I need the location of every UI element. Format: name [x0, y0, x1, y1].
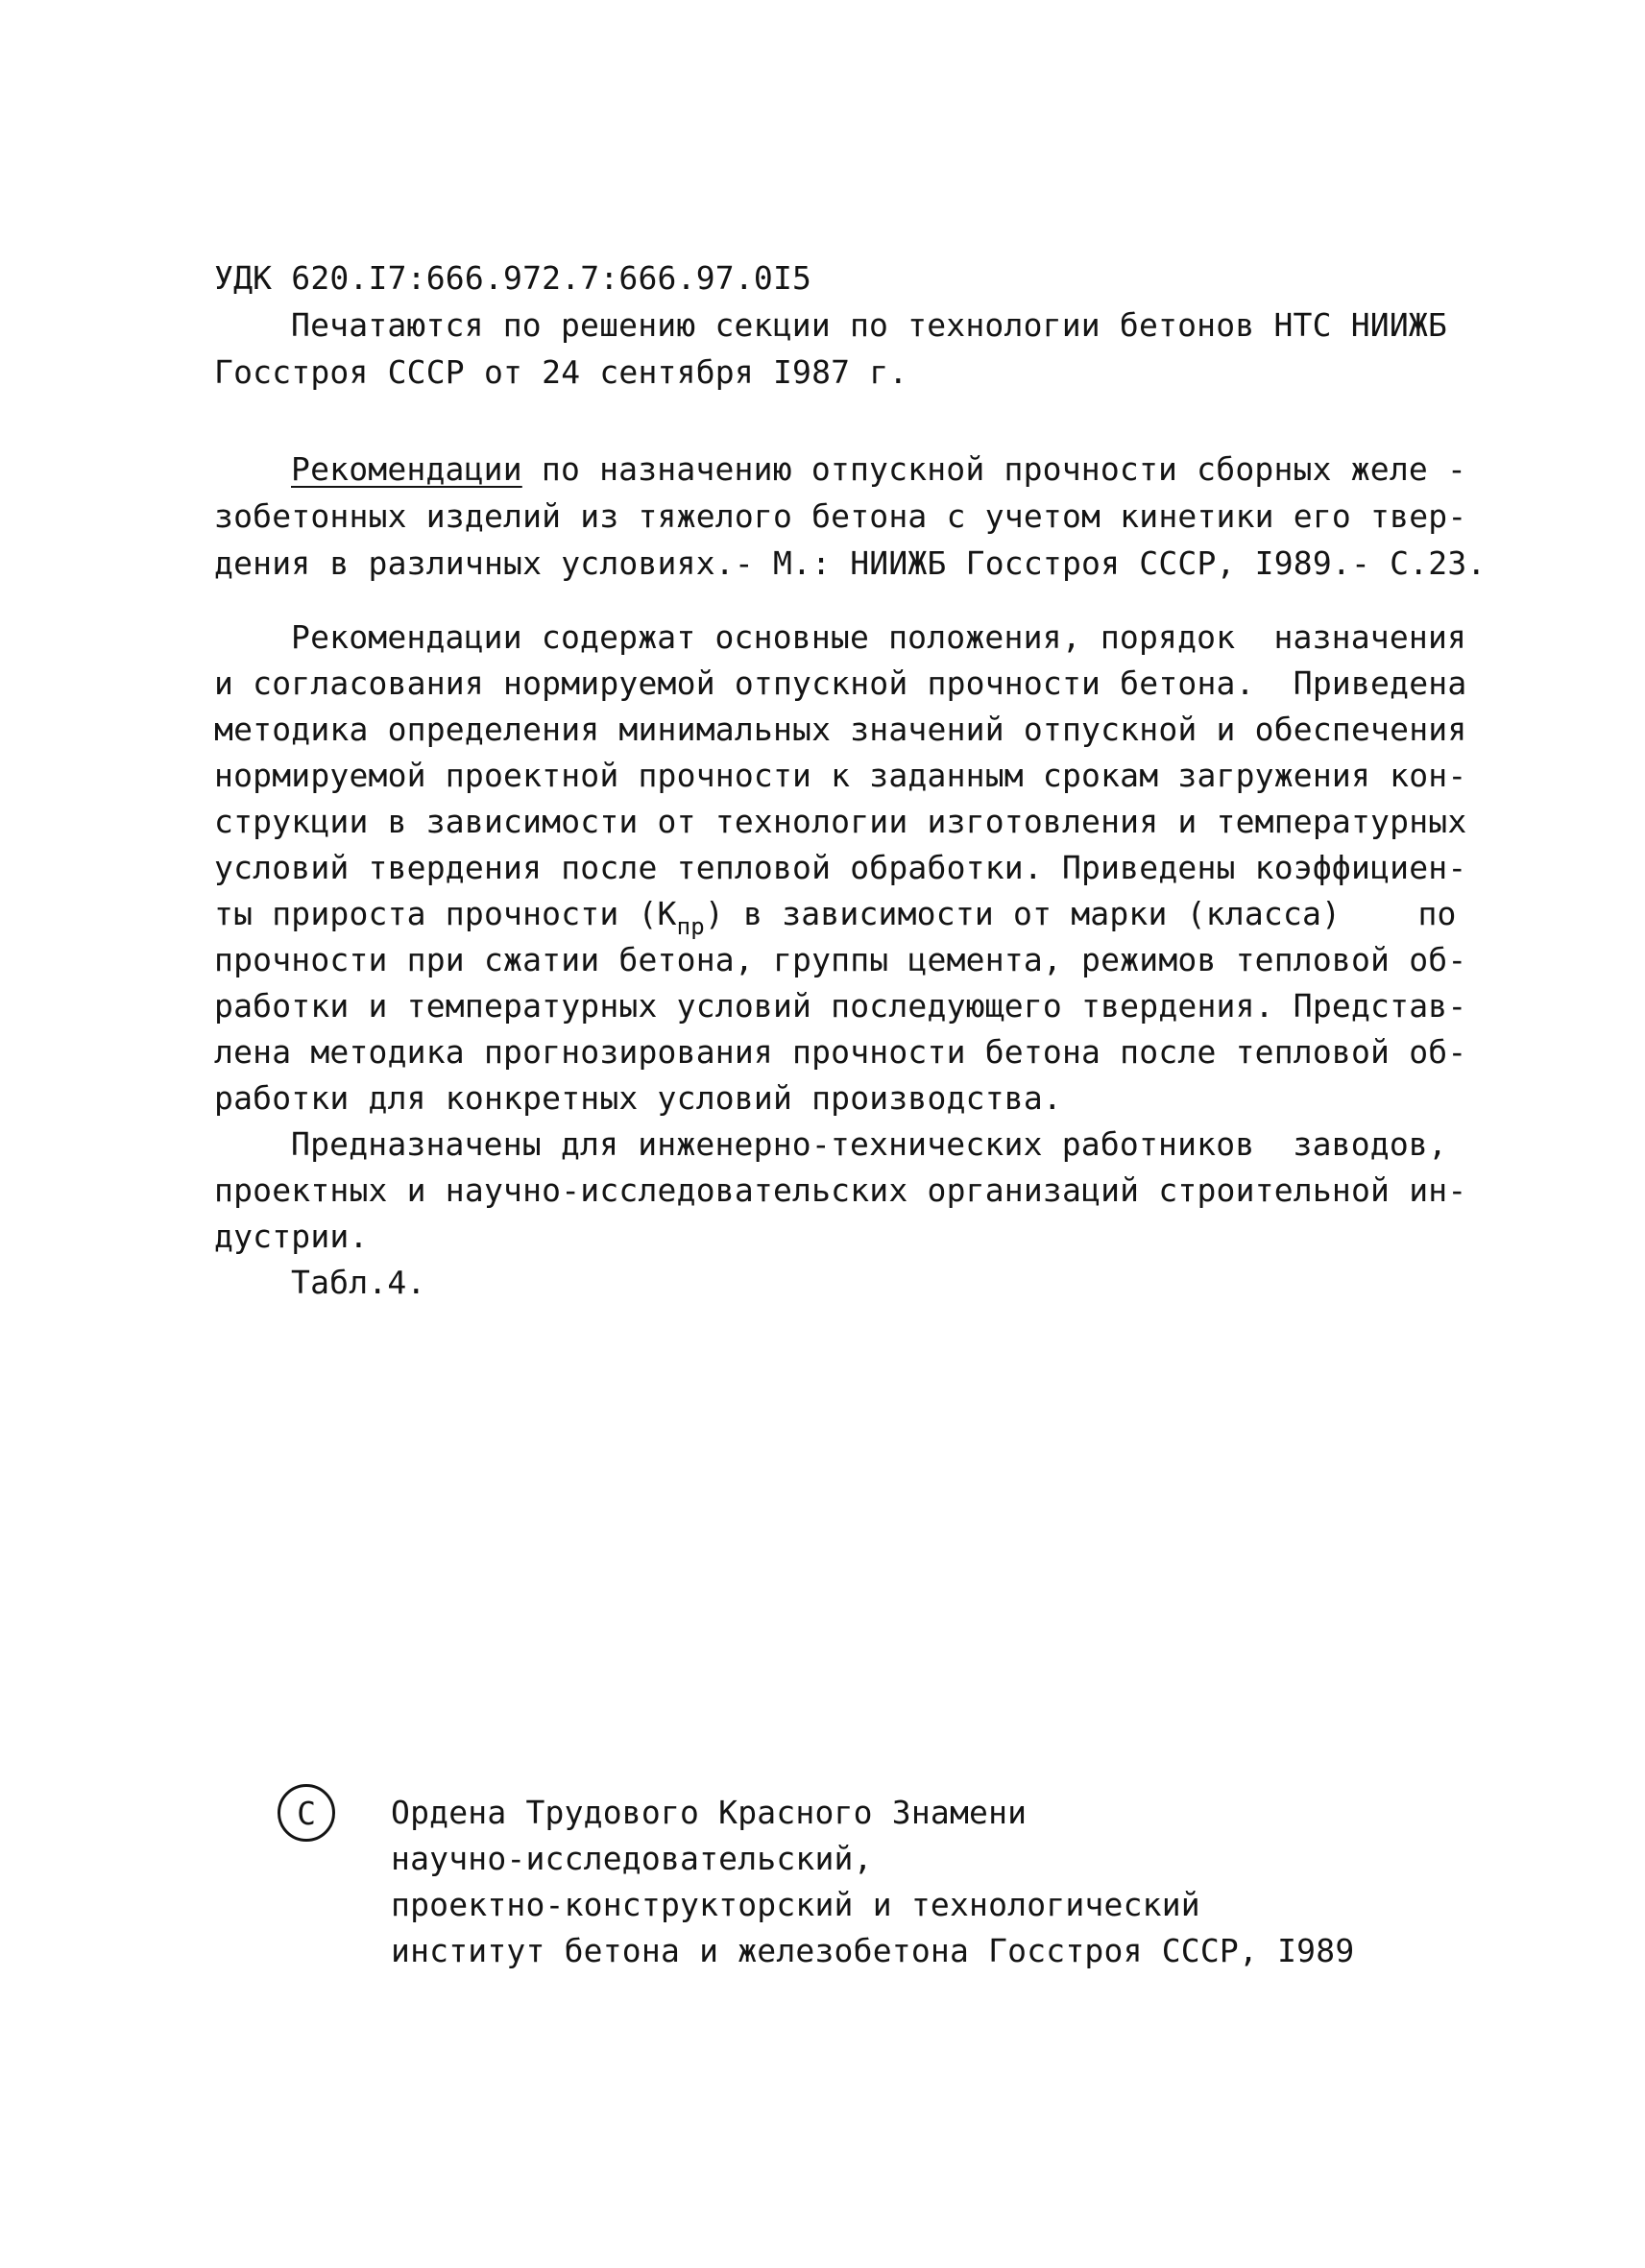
- abstract-line-3: методика определения минимальных значений отпускной и обеспечения: [214, 711, 1467, 748]
- copyright-line-2: научно-исследовательский,: [391, 1840, 873, 1877]
- abstract-line-coefficient: [214, 891, 1457, 940]
- copyright-line-3: проектно-конструкторский и технологический: [391, 1886, 1200, 1923]
- approval-line-1: Печатаются по решению секции по технологии бетонов НТС НИИЖБ: [291, 306, 1448, 344]
- copyright-line-4: институт бетона и железобетона Госстроя СССР, I989: [391, 1932, 1355, 1969]
- abstract-line-4: нормируемой проектной прочности к заданным срокам загружения кон-: [214, 757, 1467, 794]
- copyright-line-1: Ордена Трудового Красного Знамени: [391, 1794, 1028, 1831]
- citation-line-1-rest: по назначению отпускной прочности сборных желе -: [521, 450, 1467, 488]
- citation-line-3: дения в различных условиях.- М.: НИИЖБ Госстроя СССР, I989.- С.23.: [214, 544, 1487, 582]
- audience-line-3: дустрии.: [214, 1218, 369, 1255]
- citation-title-word: Рекомендации: [291, 450, 522, 488]
- abstract-line-2: и согласования нормируемой отпускной прочности бетона. Приведена: [214, 664, 1467, 702]
- udc-code: УДК 620.I7:666.972.7:666.97.0I5: [214, 259, 812, 297]
- abstract-line-11: работки для конкретных условий производства.: [214, 1079, 1062, 1117]
- abstract-line-8: прочности при сжатии бетона, группы цемента, режимов тепловой об-: [214, 941, 1467, 978]
- abstract-line-1: Рекомендации содержат основные положения, порядок назначения: [291, 618, 1467, 656]
- citation-line-2: зобетонных изделий из тяжелого бетона с учетом кинетики его твер-: [214, 497, 1467, 535]
- audience-line-1: Предназначены для инженерно-технических работников заводов,: [291, 1125, 1448, 1163]
- tables-note: Табл.4.: [291, 1264, 426, 1301]
- abstract-line-6: условий твердения после тепловой обработки. Приведены коэффициен-: [214, 849, 1467, 886]
- copyright-sign: [278, 1784, 335, 1842]
- coef-subscript: пр: [676, 913, 705, 940]
- audience-line-2: проектных и научно-исследовательских организаций строительной ин-: [214, 1171, 1467, 1209]
- citation-line-1: [291, 446, 1466, 493]
- abstract-line-10: лена методика прогнозирования прочности бетона после тепловой об-: [214, 1033, 1467, 1071]
- abstract-line-9: работки и температурных условий последующего твердения. Представ-: [214, 987, 1467, 1025]
- coef-text-before: ты прироста прочности (К: [214, 895, 677, 932]
- abstract-line-5: струкции в зависимости от технологии изготовления и температурных: [214, 803, 1467, 840]
- coef-text-after: ) в зависимости от марки (класса) по: [704, 895, 1457, 932]
- copyright-sign-letter: С: [297, 1794, 316, 1832]
- approval-line-2: Госстроя СССР от 24 сентября I987 г.: [214, 353, 908, 391]
